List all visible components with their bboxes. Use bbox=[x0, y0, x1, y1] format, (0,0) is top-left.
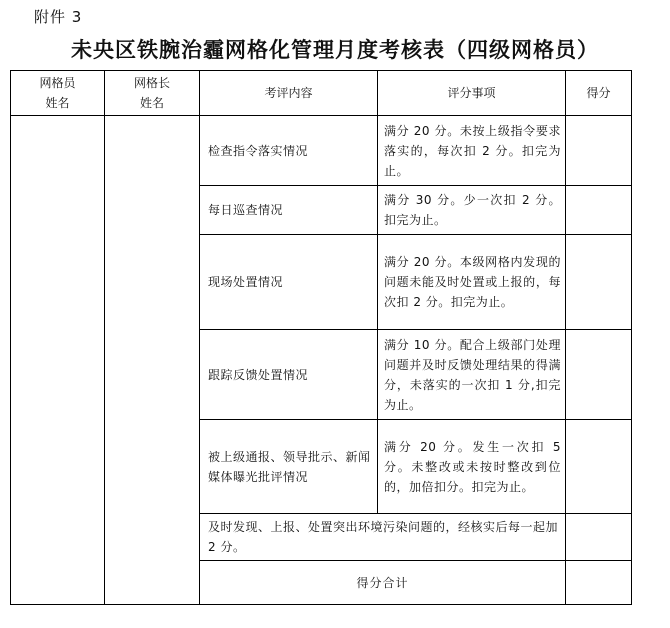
header-criteria: 评分事项 bbox=[378, 71, 566, 116]
criteria-cell: 满分 20 分。本级网格内发现的问题未能及时处置或上报的，每次扣 2 分。扣完为止。 bbox=[378, 235, 566, 330]
criteria-cell: 满分 10 分。配合上级部门处理问题并及时反馈处理结果的得满分，未落实的一次扣 1 分,扣完为止。 bbox=[378, 330, 566, 420]
page-title: 未央区铁腕治霾网格化管理月度考核表（四级网格员） bbox=[71, 38, 599, 62]
leader-name-cell[interactable] bbox=[105, 116, 200, 605]
table-row bbox=[11, 116, 632, 186]
assessment-table bbox=[10, 70, 632, 605]
content-cell: 现场处置情况 bbox=[200, 235, 378, 330]
score-cell[interactable] bbox=[566, 116, 632, 186]
header-leader-name: 网格长 姓名 bbox=[105, 71, 200, 116]
content-cell: 检查指令落实情况 bbox=[200, 116, 378, 186]
bonus-score-cell[interactable] bbox=[566, 514, 632, 561]
score-cell[interactable] bbox=[566, 186, 632, 235]
criteria-cell: 满分 20 分。未按上级指令要求落实的，每次扣 2 分。扣完为止。 bbox=[378, 116, 566, 186]
attachment-label: 附件 3 bbox=[34, 8, 83, 26]
score-cell[interactable] bbox=[566, 330, 632, 420]
score-cell[interactable] bbox=[566, 235, 632, 330]
content-cell: 每日巡查情况 bbox=[200, 186, 378, 235]
header-score: 得分 bbox=[566, 71, 632, 116]
score-cell[interactable] bbox=[566, 420, 632, 514]
content-cell: 跟踪反馈处置情况 bbox=[200, 330, 378, 420]
bonus-text: 及时发现、上报、处置突出环境污染问题的，经核实后每一起加 2 分。 bbox=[200, 514, 566, 561]
content-cell: 被上级通报、领导批示、新闻媒体曝光批评情况 bbox=[200, 420, 378, 514]
criteria-cell: 满分 20 分。发生一次扣 5 分。未整改或未按时整改到位的，加倍扣分。扣完为止。 bbox=[378, 420, 566, 514]
total-label: 得分合计 bbox=[200, 561, 566, 605]
member-name-cell[interactable] bbox=[11, 116, 105, 605]
header-content: 考评内容 bbox=[200, 71, 378, 116]
total-score-cell[interactable] bbox=[566, 561, 632, 605]
header-row bbox=[11, 71, 632, 116]
criteria-cell: 满分 30 分。少一次扣 2 分。扣完为止。 bbox=[378, 186, 566, 235]
header-member-name: 网格员 姓名 bbox=[11, 71, 105, 116]
